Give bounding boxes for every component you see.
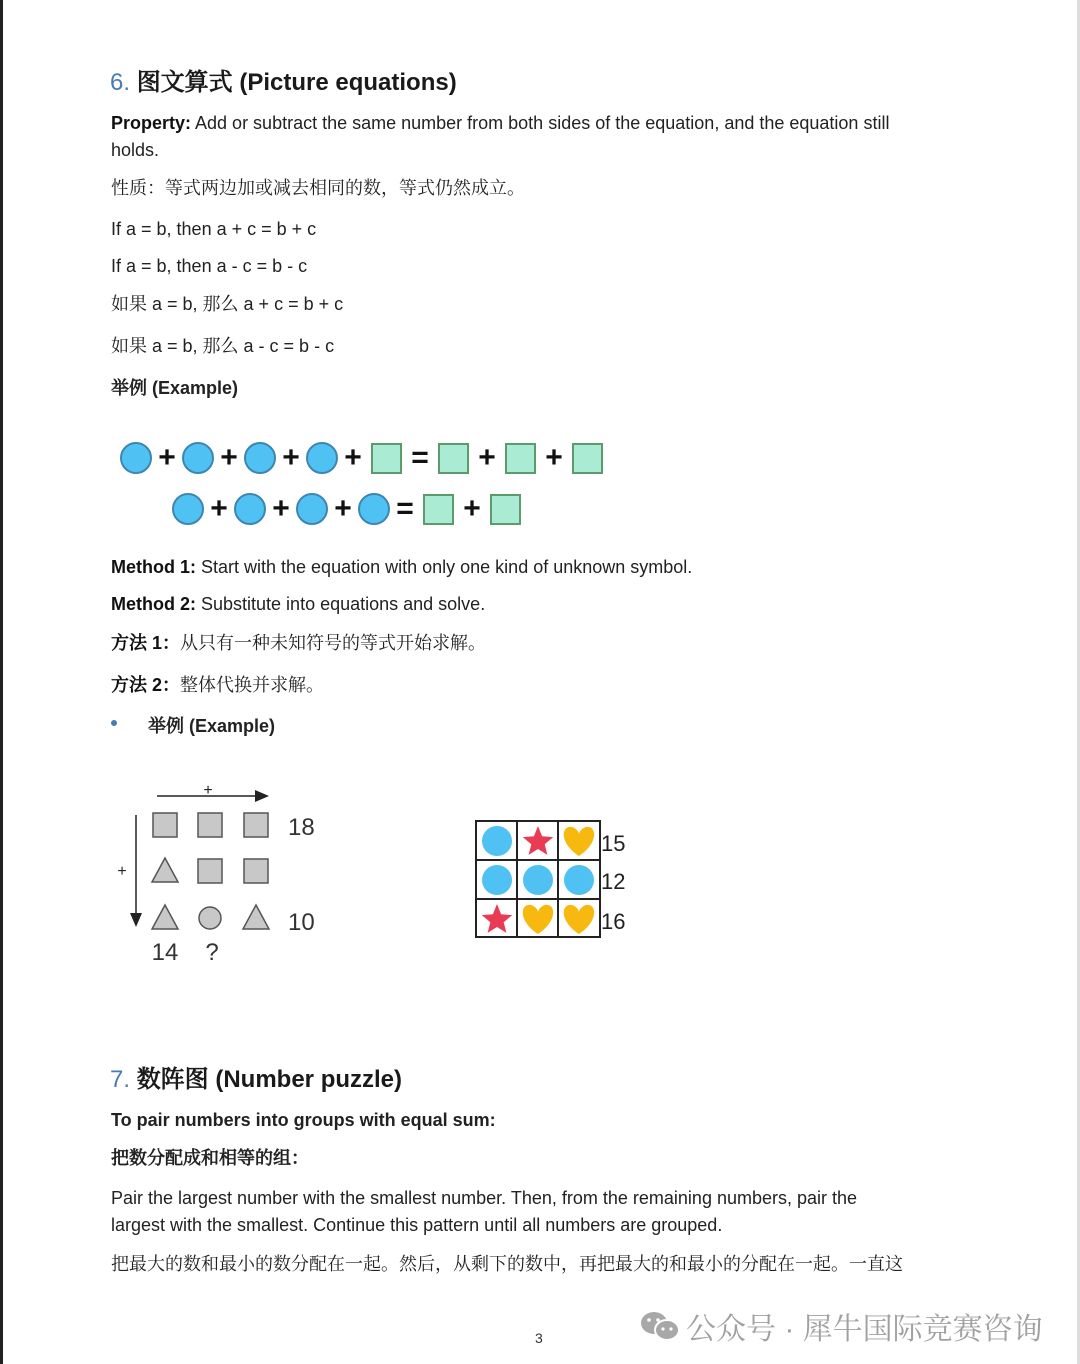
picture-equation-2 [172,493,524,525]
green-square-symbol [423,494,454,525]
gray-square-shape [153,813,177,837]
section-7-heading [110,1059,402,1094]
row-sum-1: 18 [288,814,315,841]
plus-sign: + [478,441,496,474]
plus-sign: + [545,441,563,474]
gray-square-shape [244,859,268,883]
grid-row-sum-2: 12 [601,869,626,894]
green-square-symbol [438,443,469,474]
blue-circle-symbol [296,493,328,525]
property-cn: 性质：等式两边加或减去相同的数，等式仍然成立。 [111,178,525,198]
property-paragraph [111,110,971,164]
method-1-label: Method 1: [111,557,196,577]
grid-row-sum-1: 15 [601,831,626,856]
blue-circle-symbol [358,493,390,525]
bullet-example-label: 举例 (Example) [148,716,276,736]
plus-top: + [203,782,213,799]
plus-sign: + [220,441,238,474]
blue-circle-symbol [234,493,266,525]
green-square-symbol [371,443,402,474]
arrow-down-icon [130,913,142,927]
circle-icon [482,865,512,895]
method-1 [111,554,692,581]
col-sum-1: 14 [151,939,179,966]
gray-square-shape [198,859,222,883]
section-7-para-line-2: largest with the smallest. Continue this pattern until all numbers are grouped. [111,1215,723,1235]
arrow-right-icon [255,790,269,802]
plus-left: + [117,863,127,880]
plus-sign: + [334,492,352,525]
gray-circle-shape [199,907,221,929]
shape-sum-puzzle [105,775,355,975]
method-1-cn-text: 从只有一种未知符号的等式开始求解。 [180,633,487,653]
method-2 [111,591,485,618]
blue-circle-symbol [182,442,214,474]
method-2-text: Substitute into equations and solve. [196,594,486,614]
blue-circle-symbol [306,442,338,474]
gray-triangle-shape [243,905,269,929]
col-sum-2: ? [205,939,219,966]
rule-4: 如果 a = b, 那么 a - c = b - c [111,336,335,356]
section-7-para-cn: 把最大的数和最小的数分配在一起。然后，从剩下的数中，再把最大的和最小的分配在一起。一直这 [111,1254,903,1274]
method-2-cn-label: 方法 2： [111,675,181,695]
section-7-subtitle: To pair numbers into groups with equal sum: [111,1110,496,1130]
method-1-text: Start with the equation with only one kind of unknown symbol. [196,557,693,577]
icon-grid-puzzle [470,815,640,945]
page-number: 3 [535,1330,543,1346]
rule-1: If a = b, then a + c = b + c [111,219,317,239]
plus-sign: + [210,492,228,525]
example-label: 举例 (Example) [111,378,239,398]
blue-circle-symbol [244,442,276,474]
method-1-cn-label: 方法 1： [111,633,181,653]
section-7-para-line-1: Pair the largest number with the smallest number. Then, from the remaining numbers, pair the [111,1188,858,1208]
picture-equation-1 [120,442,606,474]
gray-triangle-shape [152,858,178,882]
property-text: Add or subtract the same number from both sides of the equation, and the equation still [191,113,890,133]
property-label: Property: [111,113,192,133]
gray-square-shape [244,813,268,837]
bullet-dot [111,720,117,726]
gray-square-shape [198,813,222,837]
watermark [638,1304,1043,1348]
plus-sign: + [344,441,362,474]
property-text-cont: holds. [111,140,160,160]
plus-sign: + [272,492,290,525]
equals-sign: = [411,441,429,474]
page-edge-left [0,0,3,1364]
blue-circle-symbol [120,442,152,474]
wechat-icon [638,1308,682,1344]
green-square-symbol [572,443,603,474]
green-square-symbol [490,494,521,525]
section-7-subtitle-cn: 把数分配成和相等的组： [111,1148,309,1168]
watermark-text: 公众号 · 犀牛国际竞赛咨询 [686,1313,1043,1346]
equals-sign: = [396,492,414,525]
section-7-number: 7. [110,1066,131,1093]
rule-2: If a = b, then a - c = b - c [111,256,308,276]
plus-sign: + [463,492,481,525]
plus-sign: + [158,441,176,474]
plus-sign: + [282,441,300,474]
green-square-symbol [505,443,536,474]
row-sum-3: 10 [288,909,315,936]
section-6-heading [110,62,457,97]
circle-icon [564,865,594,895]
grid-row-sum-3: 16 [601,909,626,934]
rule-3: 如果 a = b, 那么 a + c = b + c [111,294,344,314]
gray-triangle-shape [152,905,178,929]
blue-circle-symbol [172,493,204,525]
section-6-title: 图文算式 (Picture equations) [136,69,457,96]
circle-icon [482,826,512,856]
section-7-paragraph [111,1185,981,1239]
method-2-cn [111,672,324,699]
method-1-cn [111,630,486,657]
circle-icon [523,865,553,895]
method-2-label: Method 2: [111,594,196,614]
section-7-title: 数阵图 (Number puzzle) [136,1066,403,1093]
section-6-number: 6. [110,69,131,96]
method-2-cn-text: 整体代换并求解。 [180,675,325,695]
